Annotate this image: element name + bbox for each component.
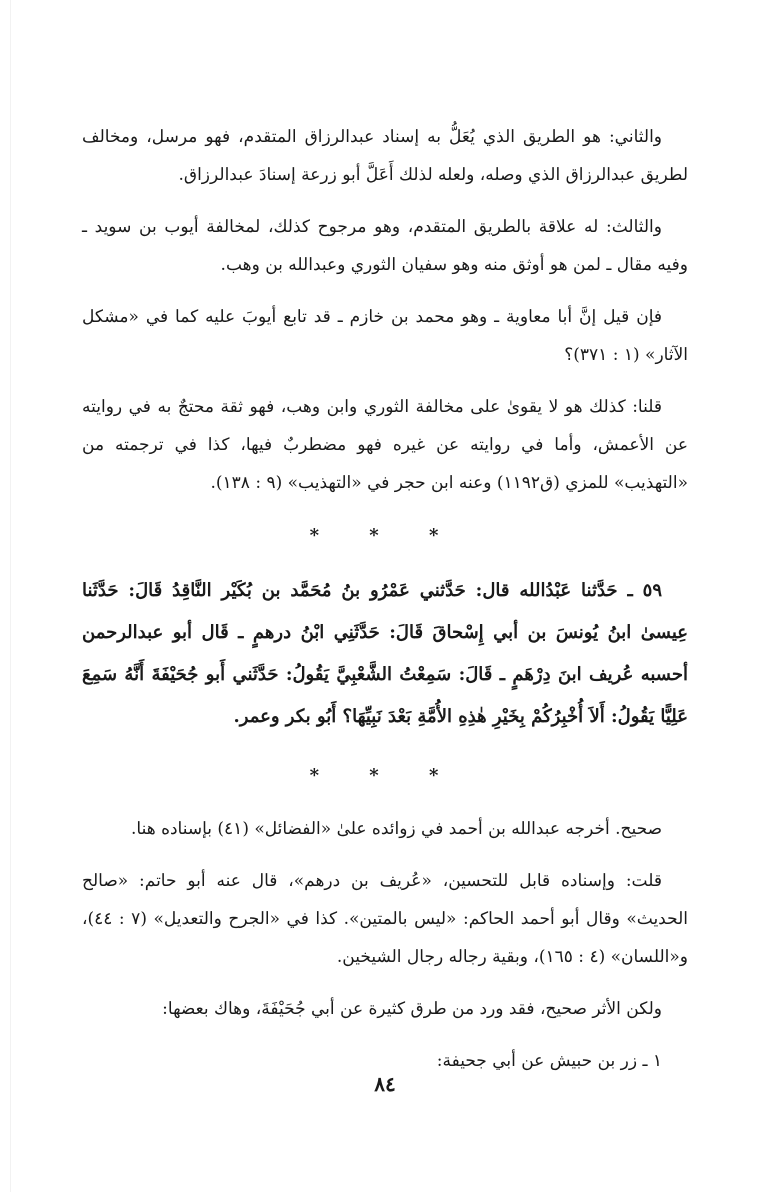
paragraph-reply: قلنا: كذلك هو لا يقوىٰ على مخالفة الثوري وابن وهب، فهو ثقة محتجٌ به في روايته عن الأعمش، وأما في روايته عن غيره فهو مضطربٌ فيها، كذا في ترجمته من «التهذيب» للمزي (ق١١٩٢) وعنه ابن حجر في «التهذيب» (٩ : ١٣٨). (82, 397, 688, 493)
page-edge (10, 0, 11, 1192)
section-separator: * * * (309, 765, 461, 786)
paragraph-isnad-assessment: قلت: وإسناده قابل للتحسين، «عُريف بن درهم»، قال عنه أبو حاتم: «صالح الحديث» وقال أبو أحمد الحاكم: «ليس بالمتين». كذا في «الجرح والتعديل» (٧ : ٤٤)، و«اللسان» (٤ : ١٦٥)، وبقية رجاله رجال الشيخين. (82, 871, 688, 967)
paragraph-route-heading: ١ ـ زر بن حبيش عن أبي جحيفة: (436, 1051, 662, 1071)
paragraph-objection: فإن قيل إنَّ أبا معاوية ـ وهو محمد بن خازم ـ قد تابع أيوبَ عليه كما في «مشكل الآثار» (١ : ٣٧١)؟ (82, 307, 688, 365)
paragraph-other-routes: ولكن الأثر صحيح، فقد ورد من طرق كثيرة عن أبي جُحَيْفَةَ، وهاك بعضها: (162, 999, 662, 1019)
page-body (82, 118, 688, 1094)
paragraph-second-route: والثاني: هو الطريق الذي يُعَلُّ به إسناد عبدالرزاق المتقدم، فهو مرسل، ومخالف لطريق عبدالرزاق الذي وصله، ولعله لذلك أَعَلَّ أبو زرعة إسنادَ عبدالرزاق. (82, 127, 688, 185)
section-separator: * * * (309, 525, 461, 546)
page-number: ٨٤ (374, 1072, 396, 1096)
paragraph-takhrij: صحيح. أخرجه عبدالله بن أحمد في زوائده علىٰ «الفضائل» (٤١) بإسناده هنا. (130, 819, 662, 839)
hadith-59-text: ٥٩ ـ حَدَّثنا عَبْدُالله قال: حَدَّثني عَمْرُو بنُ مُحَمَّد بن بُكَيْر النَّاقِدُ قَالَ: حَدَّثَنا عِيسىٰ ابنُ يُونسَ بن أبي إِسْحاقَ قَالَ: حَدَّثَنِي ابْنُ درهمٍ ـ قَال أبو عبدالرحمن أحسبه عُريف ابنَ دِرْهَمٍ ـ قَالَ: سَمِعْتُ الشَّعْبِيَّ يَقُولُ: حَدَّثَني أَبو جُحَيْفَةَ أَنَّهُ سَمِعَ عَلِيًّا يَقُولُ: أَلاَ أُخْبِرُكُمْ بِخَيْرِ هٰذِهِ الأُمَّةِ بَعْدَ نَبِيِّهَا؟ أَبُو بكر وعمر. (82, 580, 688, 727)
paragraph-third-route: والثالث: له علاقة بالطريق المتقدم، وهو مرجوح كذلك، لمخالفة أيوب بن سويد ـ وفيه مقال ـ لمن هو أوثق منه وهو سفيان الثوري وعبدالله بن وهب. (82, 217, 688, 275)
